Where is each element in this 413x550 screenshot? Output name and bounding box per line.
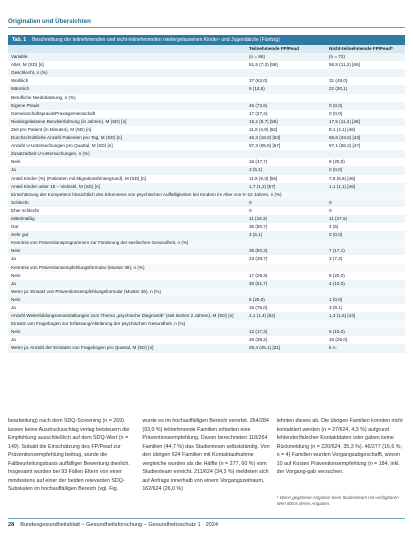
- table-cell: [326, 150, 405, 158]
- table-cell: 55,6 (23,6) [43]: [326, 134, 405, 142]
- table-cell: Wenn ja: Einsatz von Präventionsempfehlungsformular (Muster 36), n (%): [8, 288, 405, 296]
- table-cell: [246, 69, 326, 77]
- table-cell: Anzahl Weiterbildungsveranstaltungen zum Thema „psychische Diagnostik“ (seit letzten 2 Jahren), M (SD) [n]: [8, 312, 246, 320]
- table-cell: 97,3 (65,5) [57]: [246, 142, 326, 150]
- table-cell: 0: [326, 207, 405, 215]
- table-cell: 0 (0,0): [326, 231, 405, 239]
- table-cell: Gut: [8, 223, 246, 231]
- section-title: Originalien und Übersichten: [8, 18, 91, 25]
- table-cell: 11 (27,5): [326, 215, 405, 223]
- table-cell: Eigene Praxis: [8, 102, 246, 110]
- table-cell: 12 (17,3): [246, 328, 326, 336]
- table-cell: [326, 69, 405, 77]
- header-divider: [8, 27, 405, 28]
- table-cell: Einschätzung der Kompetenz hinsichtlich des Erkennens von psychischen Auffälligkeiten bei Kindern im Alter von 0–10 Jahren, n (%): [8, 191, 405, 199]
- table-row: [8, 85, 405, 93]
- table-row: [8, 280, 405, 288]
- table-footnote: * Wenn gegebene Angaben beim Studienteam mit verfügbaren Wert 80ms deren Angaben.: [276, 494, 399, 506]
- table-cell: Weiblich: [8, 77, 246, 85]
- table-cell: 28,4 (45,1) [31]: [246, 344, 326, 352]
- table-row: [8, 126, 405, 134]
- table-cell: 9,1 (4,1) [46]: [326, 126, 405, 134]
- table-caption-text: Beschreibung der teilnehmenden und nicht-teilnehmenden niedergelassenen Kinder- und Jugendärzte (Fünfzig): [32, 37, 280, 43]
- column-header: [8, 45, 246, 53]
- table-cell: 46,3 (18,0) [53]: [246, 134, 326, 142]
- table-cell: 0: [246, 207, 326, 215]
- table-row: [8, 134, 405, 142]
- table-cell: 3 (9,1): [326, 304, 405, 312]
- table-cell: Wenn ja: Anzahl der Einsätze von Fragebogen pro Quartal, M (SD) [n]: [8, 344, 246, 352]
- table-row: [8, 336, 405, 344]
- table-cell: Alter, M (SD) [n]: [8, 61, 246, 69]
- table-row: [8, 296, 405, 304]
- table-cell: 1,7 (1,2) [57]: [246, 183, 326, 191]
- table-cell: 31 (49,0): [326, 77, 405, 85]
- table-cell: Kenntnis von Präventionsempfehlungsformular (Muster 36), n (%): [8, 264, 405, 272]
- page-number: 28: [8, 522, 15, 528]
- body-text: wurde es im hochauffälligen Bereich verortet. 264/284 (93,0 %) teilnehmende Familien erhielten eine Präventionsempfehlung. Davon berechneten 118/264 Familien (44,7 %) das Studienteam selbstständig. Von den übrigen 624 Familien mit Kontaktaufnahme vergleiche wurden als die Hälfte (n = 277, 60 %) vom Studienteam erreicht. 211/624 (34,3 %) meldeten sich auf Anfrage innerhalb von einem Vorgangszeitraum, 162/624 (26,0 %): [142, 418, 270, 492]
- table-row: [8, 320, 405, 328]
- table-cell: (n = 72): [326, 53, 405, 61]
- table-cell: Gemeinschaftspraxis/Praxisgemeinschaft: [8, 110, 246, 118]
- table-cell: 23 (39,7): [246, 255, 326, 263]
- table-body: [8, 53, 405, 352]
- table-cell: Ja: [8, 336, 246, 344]
- table-cell: 0 (0,0): [326, 110, 405, 118]
- table-cell: Niedergelassene Berufserfahrung (in Jahren), M (SD) [n]: [8, 118, 246, 126]
- table-row: [8, 175, 405, 183]
- table-row: [8, 94, 405, 102]
- table-cell: 10 (25,0): [326, 336, 405, 344]
- table-row: [8, 102, 405, 110]
- table-row: [8, 223, 405, 231]
- table-cell: k.A.: [326, 344, 405, 352]
- body-column: [277, 417, 405, 517]
- article-body: [8, 417, 405, 517]
- table-cell: 6 (15,0): [326, 328, 405, 336]
- table-cell: Durchschnittliche Anzahl Patienten pro Tag, M (SD) [n]: [8, 134, 246, 142]
- table-cell: 35 (60,3): [246, 247, 326, 255]
- table-row: [8, 69, 405, 77]
- table-cell: 51,5 (7,3) [58]: [246, 61, 326, 69]
- table-cell: 11 (18,3): [246, 215, 326, 223]
- table-cell: 2 (5): [326, 223, 405, 231]
- table-cell: 37 (63,0): [246, 77, 326, 85]
- table-cell: 0 (0,0): [326, 166, 405, 174]
- table-cell: Zusatzarbeit U-Untersuchungen, n (%): [8, 150, 246, 158]
- table-cell: 15 (75,0): [246, 304, 326, 312]
- table-cell: Ja: [8, 304, 246, 312]
- table-cell: 5 (25,0): [246, 296, 326, 304]
- table-row: [8, 142, 405, 150]
- table-cell: 17 (27,4): [246, 110, 326, 118]
- page-footer: [8, 522, 218, 528]
- table-cell: Ja: [8, 280, 246, 288]
- table-cell: 0 (0,0): [326, 102, 405, 110]
- table-cell: 30 (51,7): [246, 280, 326, 288]
- table-cell: Mittelmäßig: [8, 215, 246, 223]
- table-row: [8, 77, 405, 85]
- table-cell: 7 (17,1): [326, 247, 405, 255]
- table-row: [8, 150, 405, 158]
- body-text: bearbeitung) nach dem SDQ-Screening (n = 269) lassen keine Ausdrucksschlag verlag beisteuern die Empfehlung ausschließlich auf dem SDQ-Wert (n = 149). Sobald die Einschätzung des FP/Pead zur Präventionsempfehlung beitrug, wurde die Fallbeurteilungsbasis auffälliger Bewertung dienlich. Insgesamt wurden bei 93 Fällen Eltern von einer mindestens auf einer der beiden relevanten SDQ-Subskalen im hochauffälligen Bereich (vgl. Fig.: [8, 418, 130, 492]
- table-cell: Nein: [8, 328, 246, 336]
- table-cell: [326, 94, 405, 102]
- table-cell: Sehr gut: [8, 231, 246, 239]
- table-row: [8, 53, 405, 61]
- table-cell: 56,8 (11,2) [66]: [326, 61, 405, 69]
- body-column: [142, 417, 270, 517]
- table-cell: Eher schlecht: [8, 207, 246, 215]
- table-row: [8, 264, 405, 272]
- table-row: [8, 118, 405, 126]
- table-label: Tab. 1: [12, 37, 27, 43]
- table-row: [8, 207, 405, 215]
- table-row: [8, 158, 405, 166]
- table-cell: 4 (10,0): [326, 280, 405, 288]
- table-cell: 3 (5,1): [246, 166, 326, 174]
- body-text: lehnten dieses ab. Die übrigen Familien konnten nicht kontaktiert werden (n = 27/624, 4,3 %) aufgrund fehlender/falscher Kontaktdaten oder gaben keine Rückmeldung (n = 220/624, 35,3 %). 46/277 (16,6 %; n = 4) Familien wurden Vorgangsabgeschafft, wovon 10 auf Kosten Präventionsempfehlung (n = 184, inkl. der Vorgang-gab versuchen.: [276, 418, 403, 475]
- table-cell: 16 (47,7): [246, 158, 326, 166]
- table-row: [8, 215, 405, 223]
- table-cell: Variable: [8, 53, 246, 61]
- table-cell: 2,1 (1,4) [52]: [246, 312, 326, 320]
- body-column: [8, 417, 136, 517]
- table-cell: Berufliche Niederlassung, n (%): [8, 94, 246, 102]
- table-cell: Geschlecht, n (%): [8, 69, 246, 77]
- table-row: [8, 183, 405, 191]
- table-cell: 0: [246, 199, 326, 207]
- column-header: Teilnehmende FP/Pead: [246, 45, 326, 53]
- table-cell: [246, 94, 326, 102]
- table-cell: 17 (29,3): [246, 272, 326, 280]
- table-cell: Nein: [8, 296, 246, 304]
- table-row: [8, 344, 405, 352]
- table-cell: 1 (0,0): [326, 296, 405, 304]
- table-cell: 17,5 (11,2) [48]: [326, 118, 405, 126]
- table-cell: Männlich: [8, 85, 246, 93]
- table-header-row: [8, 45, 405, 53]
- table-row: [8, 312, 405, 320]
- table-cell: 22 (30,1): [326, 85, 405, 93]
- table-cell: 11,9 (9,3) [55]: [246, 175, 326, 183]
- table-row: [8, 110, 405, 118]
- table-cell: Ja: [8, 166, 246, 174]
- table-cell: Anteil Kinder (%) (Patienten mit Migrationshintergrund), M (SD) [n]: [8, 175, 246, 183]
- table-grid: [8, 45, 405, 353]
- table-cell: 11,6 (4,9) [52]: [246, 126, 326, 134]
- table-cell: Nein: [8, 247, 246, 255]
- table-cell: 26 (38,2): [246, 336, 326, 344]
- journal-name: Bundesgesundheitsblatt – Gesundheitsforschung – Gesundheitsschutz 1 · 2024: [20, 522, 219, 528]
- table-cell: Ja: [8, 255, 246, 263]
- table-cell: Schlecht: [8, 199, 246, 207]
- table-row: [8, 239, 405, 247]
- table-cell: Kenntnis von Präventionsprogrammen zur Förderung der seelischen Gesundheit, n (%): [8, 239, 405, 247]
- table-cell: 9 (20,0): [326, 158, 405, 166]
- table-row: [8, 304, 405, 312]
- table-cell: 0: [326, 199, 405, 207]
- table-cell: 97,1 (68,2) [47]: [326, 142, 405, 150]
- table-row: [8, 255, 405, 263]
- table-cell: 1,3 (1,5) [43]: [326, 312, 405, 320]
- table-row: [8, 191, 405, 199]
- table-cell: Nein: [8, 272, 246, 280]
- column-header: Nicht-teilnehmende FP/Pead*: [326, 45, 405, 53]
- table-cell: 8 (20,0): [326, 272, 405, 280]
- table-row: [8, 166, 405, 174]
- table-row: [8, 199, 405, 207]
- table-cell: 3 (7,3): [326, 255, 405, 263]
- table-cell: 45 (72,6): [246, 102, 326, 110]
- table-caption: [8, 35, 405, 45]
- table-cell: 1,1 (1,1) [46]: [326, 183, 405, 191]
- table-cell: 9 (13,6): [246, 85, 326, 93]
- table-cell: Zeit pro Patient (in Minuten), M (SD) [n]: [8, 126, 246, 134]
- table-row: [8, 272, 405, 280]
- table-cell: Einsatz von Fragebogen zur Erfassung/Abklärung der psychischen Gesundheit, n (%): [8, 320, 405, 328]
- table-cell: [246, 150, 326, 158]
- table-cell: Anzahl U-Untersuchungen pro Quartal, M (SD) [n]: [8, 142, 246, 150]
- table-cell: Anteil Kinder unter 18 – Vielzahl, M (SD) [n]: [8, 183, 246, 191]
- table-cell: 36 (60,7): [246, 223, 326, 231]
- data-table: [8, 35, 405, 353]
- table-cell: 3 (5,1): [246, 231, 326, 239]
- table-cell: 7,8 (6,6) [46]: [326, 175, 405, 183]
- table-row: [8, 61, 405, 69]
- footer-divider: [8, 518, 405, 519]
- table-cell: 15,2 (8,7) [59]: [246, 118, 326, 126]
- table-row: [8, 231, 405, 239]
- table-row: [8, 288, 405, 296]
- table-cell: Nein: [8, 158, 246, 166]
- table-row: [8, 247, 405, 255]
- table-row: [8, 328, 405, 336]
- table-cell: (n = 66): [246, 53, 326, 61]
